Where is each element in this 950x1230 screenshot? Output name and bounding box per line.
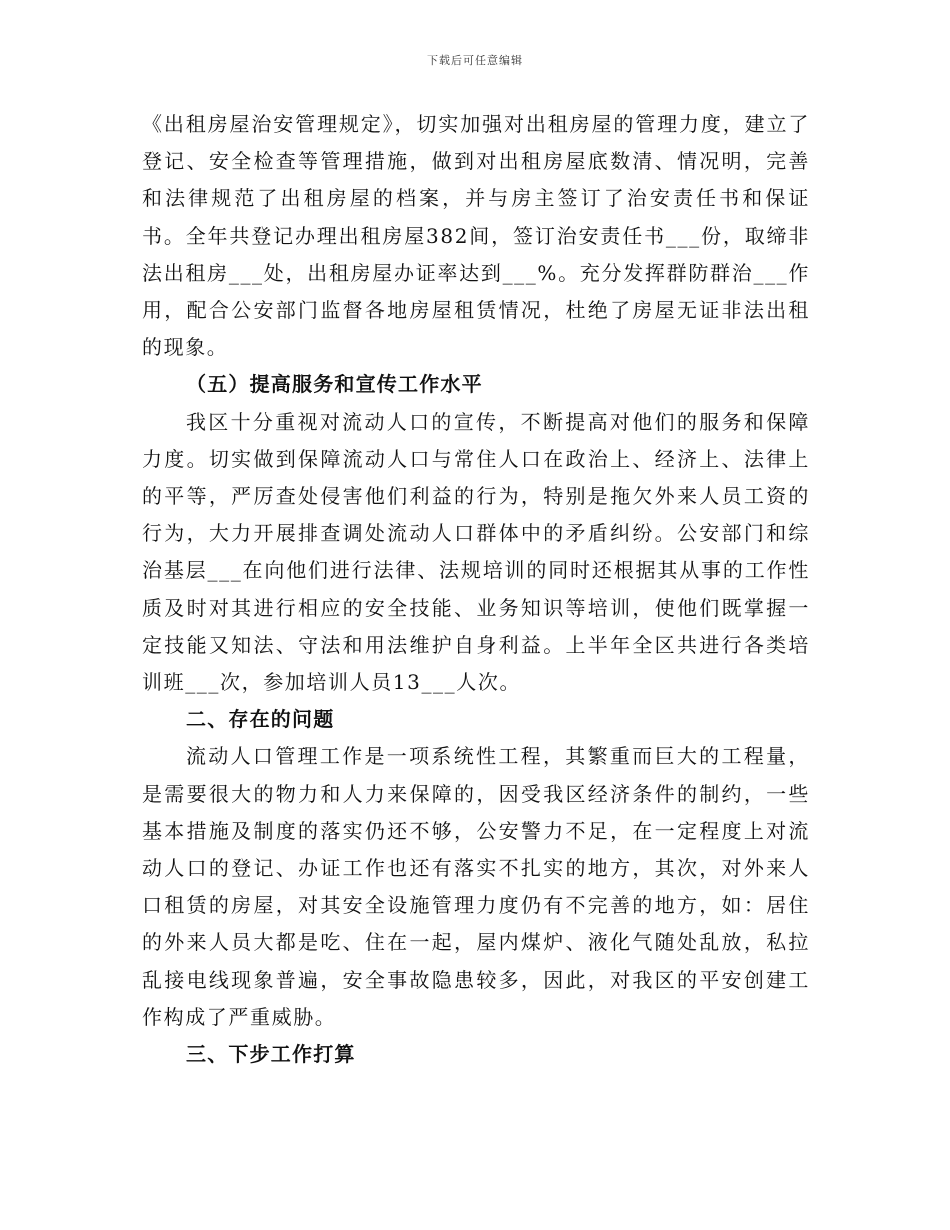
page-header: 下载后可任意编辑 [427, 54, 523, 67]
paragraph-rental-housing: 《出租房屋治安管理规定》，切实加强对出租房屋的管理力度，建立了登记、安全检查等管理措施，做到对出租房屋底数清、情况明，完善和法律规范了出租房屋的档案，并与房主签订了治安责任书和保证书。全年共登记办理出租房屋382间，签订治安责任书___份，取缔非法出租房___处，出租房屋办证率达到___%。充分发挥群防群治___作用，配合公安部门监督各地房屋租赁情况，杜绝了房屋无证非法出租的现象。 [142, 112, 810, 360]
section-heading-problems: 二、存在的问题 [186, 707, 335, 732]
paragraph-service-publicity: 我区十分重视对流动人口的宣传，不断提高对他们的服务和保障力度。切实做到保障流动人口与常住人口在政治上、经济上、法律上的平等，严厉查处侵害他们利益的行为，特别是拖欠外来人员工资的行为，大力开展排查调处流动人口群体中的矛盾纠纷。公安部门和综治基层___在向他们进行法律、法规培训的同时还根据其从事的工作性质及时对其进行相应的安全技能、业务知识等培训，使他们既掌握一定技能又知法、守法和用法维护自身利益。上半年全区共进行各类培训班___次，参加培训人员13___人次。 [142, 409, 810, 695]
section-heading-next-steps: 三、下步工作打算 [186, 1042, 356, 1067]
section-heading-service-publicity: （五）提高服务和宣传工作水平 [186, 372, 483, 397]
document-body [142, 106, 810, 1073]
paragraph-problems: 流动人口管理工作是一项系统性工程，其繁重而巨大的工程量，是需要很大的物力和人力来保障的，因受我区经济条件的制约，一些基本措施及制度的落实仍还不够，公安警力不足，在一定程度上对流动人口的登记、办证工作也还有落实不扎实的地方，其次，对外来人口租赁的房屋，对其安全设施管理力度仍有不完善的地方，如：居住的外来人员大都是吃、住在一起，屋内煤炉、液化气随处乱放，私拉乱接电线现象普遍，安全事故隐患较多，因此，对我区的平安创建工作构成了严重威胁。 [142, 744, 810, 1029]
